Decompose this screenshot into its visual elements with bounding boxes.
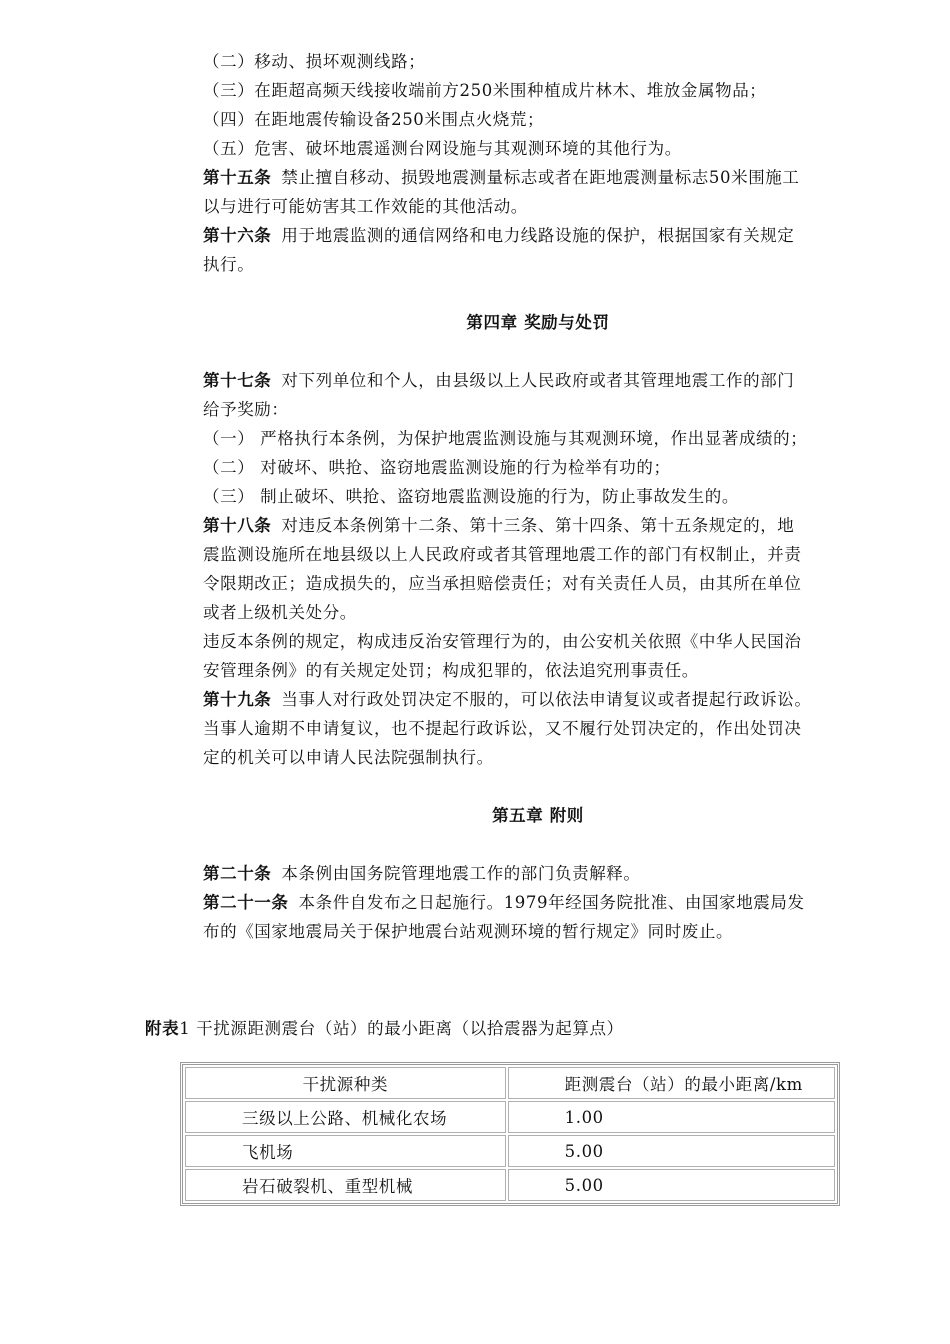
attachment-label: 附表 [145, 1019, 180, 1038]
article-16 [203, 221, 873, 279]
list-item: （二）移动、损坏观测线路； [203, 52, 426, 71]
attachment-caption [145, 1015, 624, 1039]
article-20 [203, 859, 873, 888]
article-text: 定的机关可以申请人民法院强制执行。 [203, 748, 494, 767]
table-cell: 飞机场 [185, 1135, 506, 1167]
chapter-heading: 第四章 奖励与处罚 [466, 313, 610, 332]
regulation-body [203, 47, 873, 946]
list-item: （一） 严格执行本条例，为保护地震监测设施与其观测环境，作出显著成绩的； [203, 429, 808, 448]
article-text: 布的《国家地震局关于保护地震台站观测环境的暂行规定》同时废止。 [203, 922, 734, 941]
article-text: 当事人对行政处罚决定不服的，可以依法申请复议或者提起行政诉讼。 [281, 690, 812, 709]
article-text: 以与进行可能妨害其工作效能的其他活动。 [203, 197, 528, 216]
column-header: 距测震台（站）的最小距离/km [508, 1067, 835, 1099]
article-text: 违反本条例的规定，构成违反治安管理行为的，由公安机关依照《中华人民国治 [203, 632, 802, 651]
list-item: （四）在距地震传输设备250米围点火烧荒； [203, 110, 545, 129]
article-title: 第十九条 [203, 690, 272, 709]
article-text: 本条例由国务院管理地震工作的部门负责解释。 [281, 864, 641, 883]
article-15 [203, 163, 873, 221]
article-text: 禁止擅自移动、损毁地震测量标志或者在距地震测量标志50米围施工 [281, 168, 800, 187]
article-title: 第十六条 [203, 226, 272, 245]
table-row [185, 1169, 835, 1201]
article-text: 给予奖励： [203, 400, 289, 419]
table-cell: 岩石破裂机、重型机械 [185, 1169, 506, 1201]
attachment-title: 干扰源距测震台（站）的最小距离（以拾震器为起算点） [190, 1019, 624, 1038]
table-cell: 三级以上公路、机械化农场 [185, 1101, 506, 1133]
list-item: （二） 对破坏、哄抢、盗窃地震监测设施的行为检举有功的； [203, 458, 671, 477]
table-cell: 1.00 [508, 1101, 835, 1133]
list-item: （三）在距超高频天线接收端前方250米围种植成片林木、堆放金属物品； [203, 81, 767, 100]
table-cell: 5.00 [508, 1169, 835, 1201]
article-text: 对下列单位和个人，由县级以上人民政府或者其管理地震工作的部门 [281, 371, 795, 390]
article-text: 对违反本条例第十二条、第十三条、第十四条、第十五条规定的，地 [281, 516, 795, 535]
article-text: 安管理条例》的有关规定处罚；构成犯罪的，依法追究刑事责任。 [203, 661, 699, 680]
article-19 [203, 685, 873, 772]
article-text: 当事人逾期不申请复议，也不提起行政诉讼，又不履行处罚决定的，作出处罚决 [203, 719, 802, 738]
list-item: （三） 制止破坏、哄抢、盗窃地震监测设施的行为，防止事故发生的。 [203, 487, 739, 506]
chapter-heading: 第五章 附则 [492, 806, 584, 825]
article-text: 或者上级机关处分。 [203, 603, 357, 622]
article-18 [203, 511, 873, 685]
article-title: 第十七条 [203, 371, 272, 390]
article-text: 震监测设施所在地县级以上人民政府或者其管理地震工作的部门有权制止，并责 [203, 545, 802, 564]
article-title: 第十五条 [203, 168, 272, 187]
table-cell: 5.00 [508, 1135, 835, 1167]
article-title: 第十八条 [203, 516, 272, 535]
article-17 [203, 366, 873, 511]
list-item: （五）危害、破坏地震遥测台网设施与其观测环境的其他行为。 [203, 139, 682, 158]
table-row [185, 1135, 835, 1167]
distance-table [180, 1062, 840, 1206]
article-text: 执行。 [203, 255, 255, 274]
article-21 [203, 888, 873, 946]
article-text: 用于地震监测的通信网络和电力线路设施的保护，根据国家有关规定 [281, 226, 795, 245]
table-header-row [185, 1067, 835, 1099]
article-title: 第二十条 [203, 864, 272, 883]
article-title: 第二十一条 [203, 893, 289, 912]
column-header: 干扰源种类 [185, 1067, 506, 1099]
table-row [185, 1101, 835, 1133]
attachment-number: 1 [179, 1019, 191, 1038]
article-text: 令限期改正；造成损失的，应当承担赔偿责任；对有关责任人员，由其所在单位 [203, 574, 802, 593]
article-text: 本条件自发布之日起施行。1979年经国务院批准、由国家地震局发 [298, 893, 805, 912]
